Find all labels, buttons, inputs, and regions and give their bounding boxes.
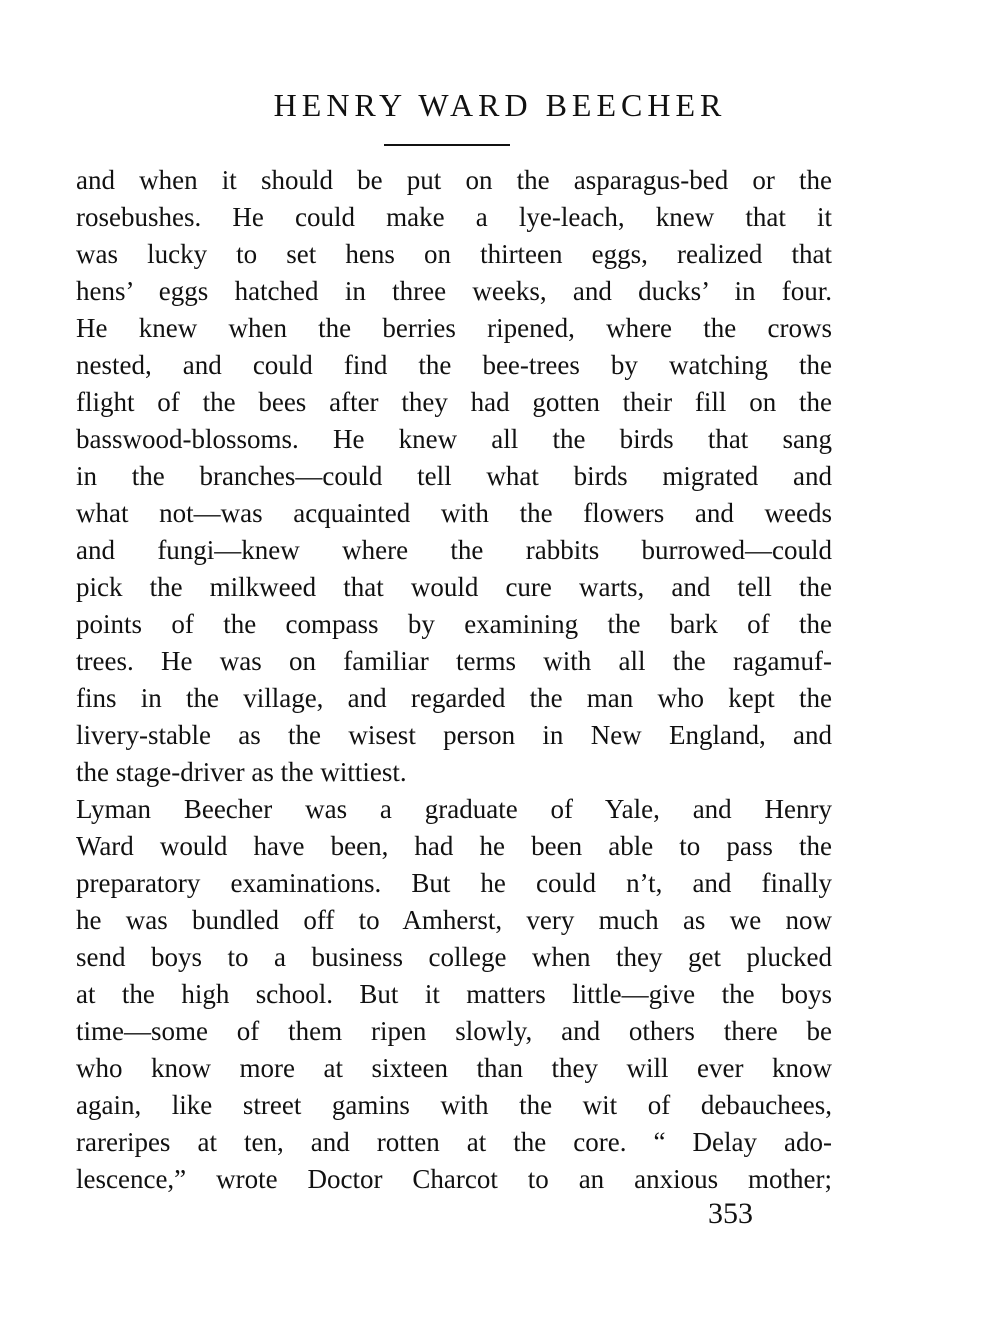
page-number: 353 xyxy=(708,1197,753,1230)
text-line: and fungi—knew where the rabbits burrowed—could xyxy=(76,535,832,565)
text-line: pick the milkweed that would cure warts, and tell the xyxy=(76,572,832,602)
text-line: nested, and could find the bee-trees by watching the xyxy=(76,350,832,380)
text-line: rosebushes. He could make a lye-leach, knew that it xyxy=(76,202,832,232)
text-line: He knew when the berries ripened, where the crows xyxy=(76,313,832,343)
text-line: flight of the bees after they had gotten their fill on the xyxy=(76,387,832,417)
text-line: basswood-blossoms. He knew all the birds that sang xyxy=(76,424,832,454)
text-line: points of the compass by examining the bark of the xyxy=(76,609,832,639)
running-head: HENRY WARD BEECHER xyxy=(273,87,727,123)
body-text xyxy=(76,162,832,1198)
text-line: hens’ eggs hatched in three weeks, and ducks’ in four. xyxy=(76,276,832,306)
text-line: trees. He was on familiar terms with all the ragamuf- xyxy=(76,646,832,676)
text-line: livery-stable as the wisest person in New England, and xyxy=(76,720,832,750)
text-line: in the branches—could tell what birds migrated and xyxy=(76,461,832,491)
text-line: preparatory examinations. But he could n’t, and finally xyxy=(76,868,832,898)
text-line: lescence,” wrote Doctor Charcot to an anxious mother; xyxy=(76,1164,832,1194)
text-line: Ward would have been, had he been able to pass the xyxy=(76,831,832,861)
text-line: who know more at sixteen than they will ever know xyxy=(76,1053,832,1083)
text-line: time—some of them ripen slowly, and others there be xyxy=(76,1016,832,1046)
text-line: rareripes at ten, and rotten at the core. “ Delay ado- xyxy=(76,1127,832,1157)
text-line: send boys to a business college when they get plucked xyxy=(76,942,832,972)
text-line: the stage-driver as the wittiest. xyxy=(76,757,407,787)
header-rule xyxy=(384,144,510,146)
text-line: fins in the village, and regarded the man who kept the xyxy=(76,683,832,713)
text-line: again, like street gamins with the wit of debauchees, xyxy=(76,1090,832,1120)
text-line: Lyman Beecher was a graduate of Yale, and Henry xyxy=(76,794,832,824)
text-line: and when it should be put on the asparagus-bed or the xyxy=(76,165,832,195)
text-line: he was bundled off to Amherst, very much as we now xyxy=(76,905,832,935)
text-line: at the high school. But it matters little—give the boys xyxy=(76,979,832,1009)
text-line: what not—was acquainted with the flowers and weeds xyxy=(76,498,832,528)
text-line: was lucky to set hens on thirteen eggs, realized that xyxy=(76,239,832,269)
